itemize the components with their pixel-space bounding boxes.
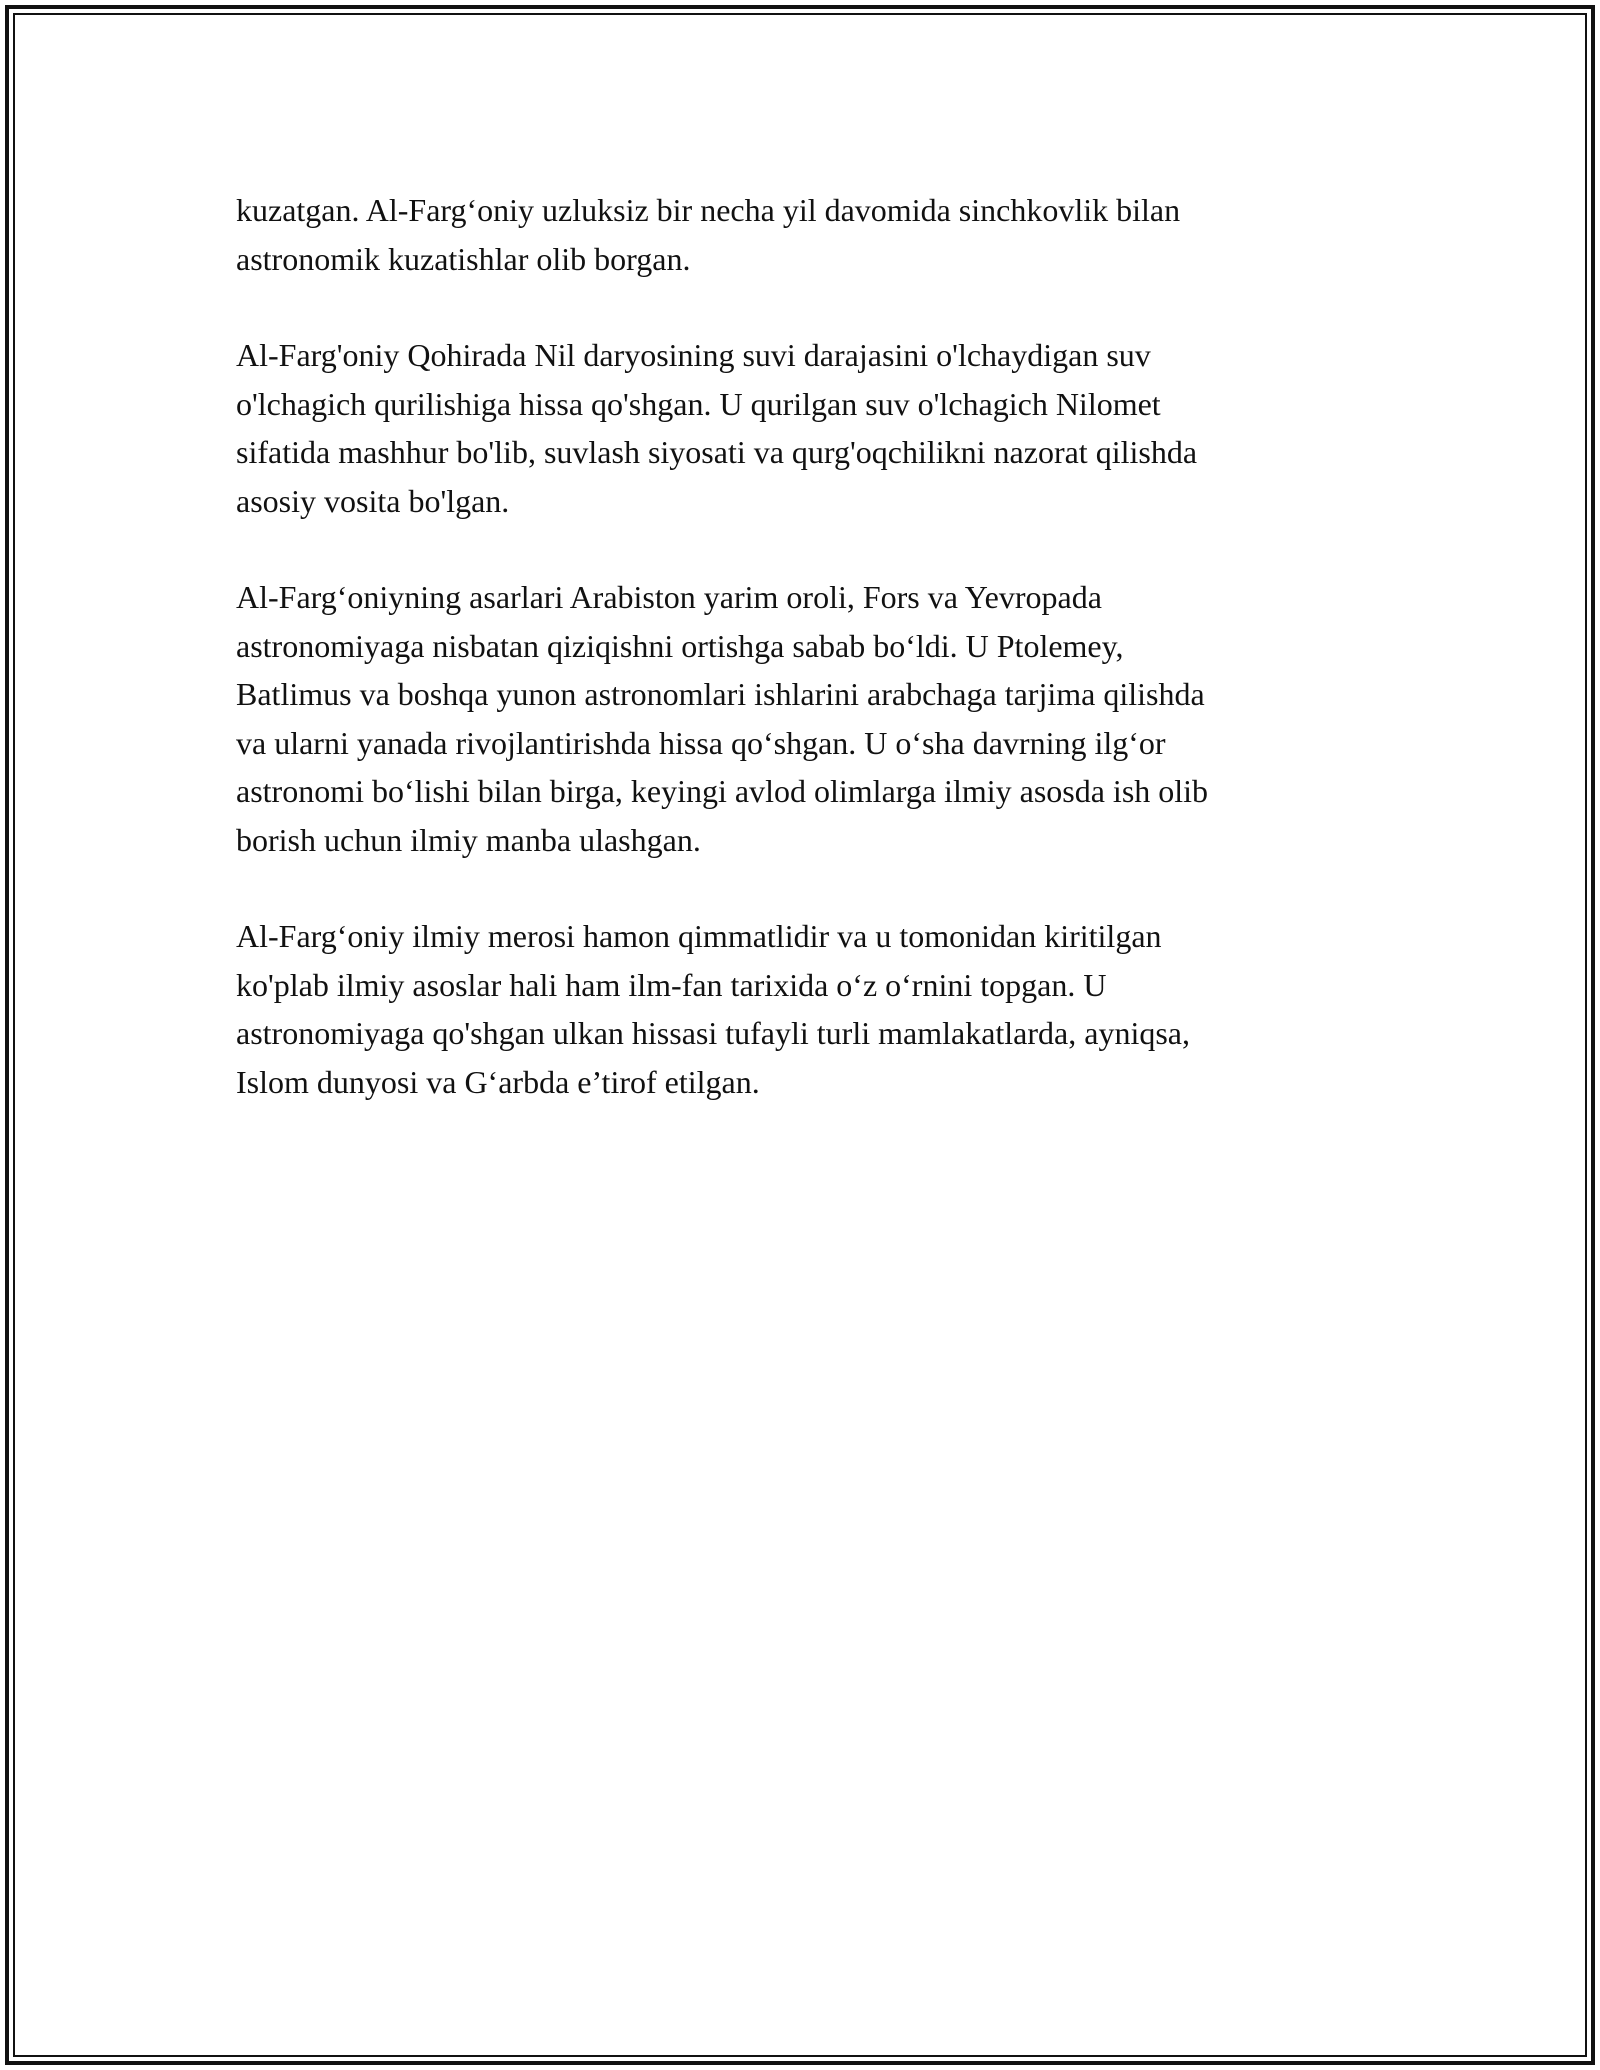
text-line: ko'plab ilmiy asoslar hali ham ilm-fan tarixida o‘z o‘rnini topgan. U [236,966,1107,1003]
text-line: astronomiyaga nisbatan qiziqishni ortishga sabab bo‘ldi. U Ptolemey, [236,627,1124,664]
text-line: va ularni yanada rivojlantirishda hissa qo‘shgan. U o‘sha davrning ilg‘or [236,724,1166,761]
text-line: astronomik kuzatishlar olib borgan. [236,240,691,277]
text-line: sifatida mashhur bo'lib, suvlash siyosati va qurg'oqchilikni nazorat qilishda [236,434,1198,470]
text-line: Batlimus va boshqa yunon astronomlari ishlarini arabchaga tarjima qilishda [236,676,1205,712]
text-line: Al-Farg'oniy Qohirada Nil daryosining suvi darajasini o'lchaydigan suv [236,337,1151,373]
paragraph-works-influence [236,573,1376,864]
text-line: Al-Farg‘oniy ilmiy merosi hamon qimmatlidir va u tomonidan kiritilgan [236,918,1162,954]
text-line: o'lchagich qurilishiga hissa qo'shgan. U qurilgan suv o'lchagich Nilomet [236,385,1161,422]
paragraph-nilometer [236,331,1376,525]
paragraph-legacy [236,912,1376,1106]
paragraph-observations [236,186,1376,283]
text-line: borish uchun ilmiy manba ulashgan. [236,821,701,858]
text-line: Islom dunyosi va G‘arbda e’tirof etilgan. [236,1063,760,1100]
text-line: astronomi bo‘lishi bilan birga, keyingi avlod olimlarga ilmiy asosda ish olib [236,773,1209,809]
text-line: asosiy vosita bo'lgan. [236,482,510,519]
document-body [236,186,1376,1154]
text-line: astronomiyaga qo'shgan ulkan hissasi tufayli turli mamlakatlarda, ayniqsa, [236,1015,1190,1051]
text-line: kuzatgan. Al-Farg‘oniy uzluksiz bir necha yil davomida sinchkovlik bilan [236,192,1181,228]
text-line: Al-Farg‘oniyning asarlari Arabiston yarim oroli, Fors va Yevropada [236,579,1102,615]
